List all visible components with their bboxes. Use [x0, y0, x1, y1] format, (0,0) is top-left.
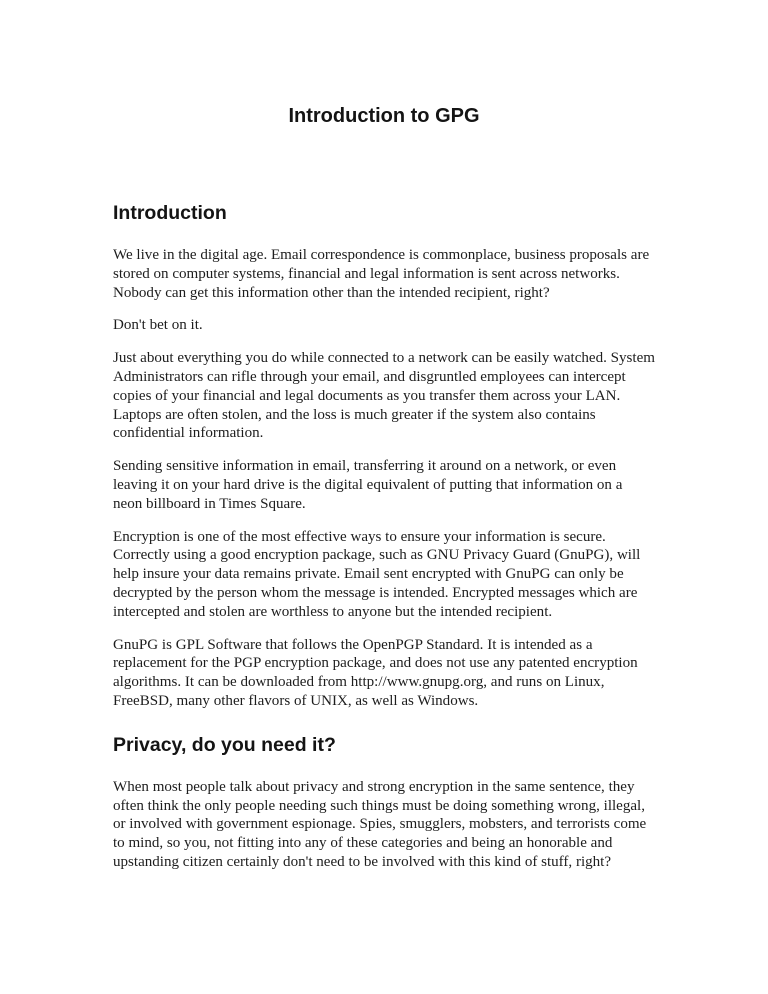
paragraph-gnupg-gpl: GnuPG is GPL Software that follows the OpenPGP Standard. It is intended as a replacement for the PGP encryption package, and does not use any patented encryption algorithms. It can be downloaded from http://www.gnupg.org, and runs on Linux, FreeBSD, many other flavors of UNIX, as well as Windows.	[113, 636, 638, 709]
section-heading-introduction: Introduction	[113, 202, 227, 224]
paragraph-neon-billboard: Sending sensitive information in email, transferring it around on a network, or even leaving it on your hard drive is the digital equivalent of putting that information on a neon billboard in Times Square.	[113, 458, 623, 512]
paragraph-network-watched: Just about everything you do while connected to a network can be easily watched. System Administrators can rifle through your email, and disgruntled employees can intercept copies of your financial and legal documents as you transfer them across your LAN. Laptops are often stolen, and the loss is much greater if the system also contains confidential information.	[113, 350, 655, 442]
paragraph-dont-bet-on-it: Don't bet on it.	[113, 317, 203, 334]
section-heading-privacy: Privacy, do you need it?	[113, 733, 336, 756]
paragraph-privacy-need: When most people talk about privacy and strong encryption in the same sentence, they often think the only people needing such things must be doing something wrong, illegal, or involved with government espionage. Spies, smugglers, mobsters, and terrorists come to mind, so you, not fitting into any of these categories and being an honorable and upstanding citizen certainly don't need to be involved with this kind of stuff, right?	[113, 778, 647, 870]
document-title: Introduction to GPG	[288, 105, 480, 127]
paragraph-digital-age: We live in the digital age. Email correspondence is commonplace, business proposals are stored on computer systems, financial and legal information is sent across networks. Nobody can get this information other than the intended recipient, right?	[113, 247, 650, 301]
paragraph-encryption-effective: Encryption is one of the most effective ways to ensure your information is secure. Correctly using a good encryption package, such as GNU Privacy Guard (GnuPG), will help insure your data remains private. Email sent encrypted with GnuPG can only be decrypted by the person whom the message is intended. Encrypted messages which are intercepted and stolen are worthless to anyone but the intended recipient.	[113, 528, 641, 620]
